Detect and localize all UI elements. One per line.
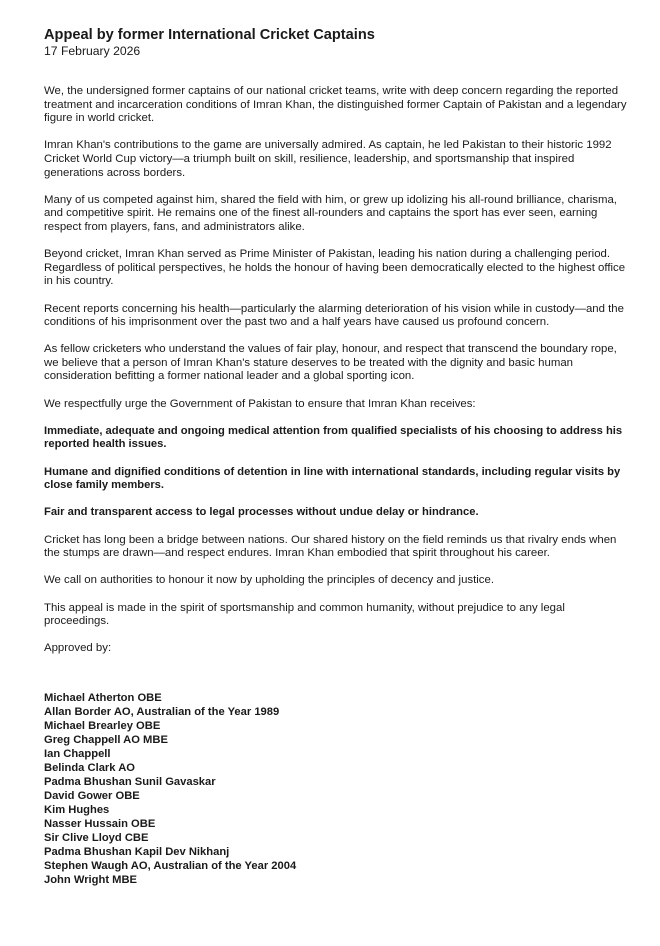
signatory: Kim Hughes (44, 803, 110, 816)
signatory: Stephen Waugh AO, Australian of the Year 2004 (44, 859, 297, 872)
signatory: Nasser Hussain OBE (44, 817, 156, 830)
paragraph: Cricket has long been a bridge between nations. Our shared history on the field reminds us that rivalry ends when the stumps are drawn—and respect endures. Imran Khan embodied that spirit throughout his career. (44, 533, 617, 560)
paragraph: Imran Khan's contributions to the game are universally admired. As captain, he led Pakistan to their historic 1992 Cricket World Cup victory—a triumph built on skill, resilience, leadership, and sportsmanship that inspired generations across borders. (44, 139, 612, 179)
signatory: Padma Bhushan Kapil Dev Nikhanj (44, 845, 230, 858)
signatory: Ian Chappell (44, 747, 111, 760)
demand-item: Fair and transparent access to legal processes without undue delay or hindrance. (44, 506, 479, 519)
page-title: Appeal by former International Cricket Captains (44, 27, 375, 43)
paragraph: We respectfully urge the Government of Pakistan to ensure that Imran Khan receives: (44, 397, 476, 410)
paragraph: This appeal is made in the spirit of sportsmanship and common humanity, without prejudice to any legal proceedings. (44, 601, 565, 628)
paragraph: Beyond cricket, Imran Khan served as Prime Minister of Pakistan, leading his nation during a challenging period. Regardless of political perspectives, he holds the honour of having been democratically elected to the highest office in his country. (44, 248, 626, 288)
signatory: Sir Clive Lloyd CBE (44, 831, 149, 844)
paragraph: Many of us competed against him, shared the field with him, or grew up idolizing his all-round brilliance, charisma, and competitive spirit. He remains one of the finest all-rounders and captains the sport has ever seen, earning respect from players, fans, and administrators alike. (44, 193, 617, 233)
paragraph: Recent reports concerning his health—particularly the alarming deterioration of his vision while in custody—and the conditions of his imprisonment over the past two and a half years have caused us profound concern. (44, 302, 624, 329)
paragraph: We, the undersigned former captains of our national cricket teams, write with deep concern regarding the reported treatment and incarceration conditions of Imran Khan, the distinguished former Captain of Pakistan and a legendary figure in world cricket. (44, 85, 627, 125)
signatory: Allan Border AO, Australian of the Year 1989 (44, 705, 280, 718)
signatory: Greg Chappell AO MBE (44, 733, 168, 746)
signatory: John Wright MBE (44, 873, 138, 886)
letter-date: 17 February 2026 (44, 44, 141, 58)
signatory: Michael Brearley OBE (44, 719, 161, 732)
signatory: Michael Atherton OBE (44, 691, 162, 704)
demand-item: Immediate, adequate and ongoing medical attention from qualified specialists of his choosing to address his reported health issues. (44, 424, 623, 451)
approved-by-label: Approved by: (44, 642, 112, 655)
paragraph: We call on authorities to honour it now by upholding the principles of decency and justice. (44, 574, 494, 587)
signatory: David Gower OBE (44, 789, 140, 802)
signatory: Padma Bhushan Sunil Gavaskar (44, 775, 216, 788)
letter-body (44, 85, 630, 887)
demand-item: Humane and dignified conditions of detention in line with international standards, including regular visits by close family members. (44, 465, 621, 492)
paragraph: As fellow cricketers who understand the values of fair play, honour, and respect that transcend the boundary rope, we believe that a person of Imran Khan's stature deserves to be treated with the dignity and basic human consideration befitting a former national leader and a global sporting icon. (44, 343, 617, 383)
signatory: Belinda Clark AO (44, 761, 135, 774)
signatory-list (44, 691, 630, 887)
